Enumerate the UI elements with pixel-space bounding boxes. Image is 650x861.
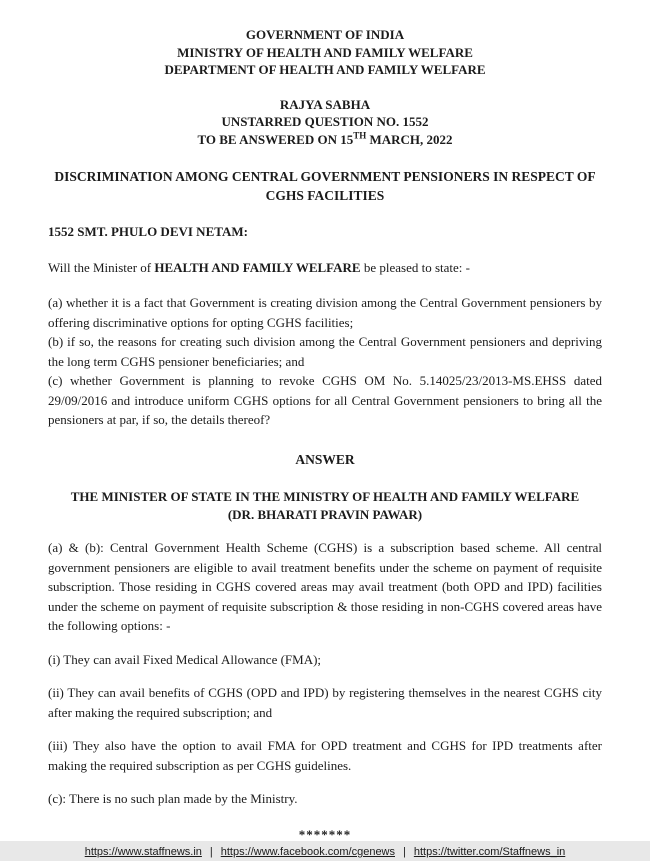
answer-point-iii: (iii) They also have the option to avail FMA for OPD treatment and CGHS for IPD treatments after making the required subscription as per CGHS guidelines. <box>48 738 602 773</box>
footer-link-staffnews[interactable]: https://www.staffnews.in <box>84 846 202 859</box>
question-item-a: (a) whether it is a fact that Government is creating division among the Central Government pensioners by offering discriminative options for opting CGHS facilities; <box>48 295 602 330</box>
question-list <box>48 293 602 430</box>
question-item-b: (b) if so, the reasons for creating such division among the Central Government pensioners and depriving the long term CGHS pensioner beneficiaries; and <box>48 334 602 369</box>
footer-links <box>48 844 602 861</box>
intro-line <box>48 258 602 278</box>
header-line-ministry: MINISTRY OF HEALTH AND FAMILY WELFARE <box>177 44 473 60</box>
answer-date <box>48 131 602 149</box>
footer-link-facebook[interactable]: https://www.facebook.com/cgenews <box>220 846 395 859</box>
government-header <box>48 26 602 79</box>
house-name: RAJYA SABHA <box>279 96 371 112</box>
header-line-department: DEPARTMENT OF HEALTH AND FAMILY WELFARE <box>164 62 486 78</box>
footer-link-twitter[interactable]: https://twitter.com/Staffnews_in <box>413 846 566 859</box>
footer-separator-2: | <box>403 846 406 859</box>
answer-point-i: (i) They can avail Fixed Medical Allowance (FMA); <box>48 651 322 667</box>
answer-point-ii: (ii) They can avail benefits of CGHS (OPD and IPD) by registering themselves in the nearest CGHS city after making the required subscription; and <box>48 685 602 720</box>
question-number: UNSTARRED QUESTION NO. 1552 <box>221 114 429 130</box>
answer-heading: ANSWER <box>295 451 355 467</box>
end-marker: ******* <box>298 826 352 842</box>
answer-paragraph-c: (c): There is no such plan made by the Ministry. <box>48 791 298 807</box>
intro-ministry-bold: HEALTH AND FAMILY WELFARE <box>154 259 361 275</box>
intro-prefix: Will the Minister of <box>48 259 155 275</box>
answer-date-prefix: TO BE ANSWERED ON 15 <box>197 131 354 147</box>
answer-paragraph-ab: (a) & (b): Central Government Health Scheme (CGHS) is a subscription based scheme. All central government pensioners are eligible to avail treatment benefits under the scheme on payment of requisite subscription. Those residing in CGHS covered areas may avail treatment (both OPD and IPD) facilities under the scheme on payment of requisite subscription & those residing in non-CGHS covered areas have the following options: - <box>48 540 602 634</box>
minister-name-line: (DR. BHARATI PRAVIN PAWAR) <box>227 507 423 522</box>
question-item-c: (c) whether Government is planning to revoke CGHS OM No. 5.14025/23/2013-MS.EHSS dated 29/09/2016 and introduce uniform CGHS options for all Central Government pensioners to bring all the pensioners at par, if so, the details thereof? <box>48 373 602 428</box>
footer-separator-1: | <box>209 846 213 859</box>
answer-date-suffix: MARCH, 2022 <box>366 131 453 147</box>
minister-title-line: THE MINISTER OF STATE IN THE MINISTRY OF HEALTH AND FAMILY WELFARE <box>70 488 580 504</box>
intro-suffix: be pleased to state: - <box>360 259 470 275</box>
questioner-name: 1552 SMT. PHULO DEVI NETAM: <box>48 224 248 240</box>
answer-date-ordinal: TH <box>353 130 367 141</box>
question-title: DISCRIMINATION AMONG CENTRAL GOVERNMENT PENSIONERS IN RESPECT OF CGHS FACILITIES <box>54 169 596 204</box>
header-line-country: GOVERNMENT OF INDIA <box>245 27 405 42</box>
session-block <box>48 96 602 149</box>
minister-block <box>48 488 602 524</box>
